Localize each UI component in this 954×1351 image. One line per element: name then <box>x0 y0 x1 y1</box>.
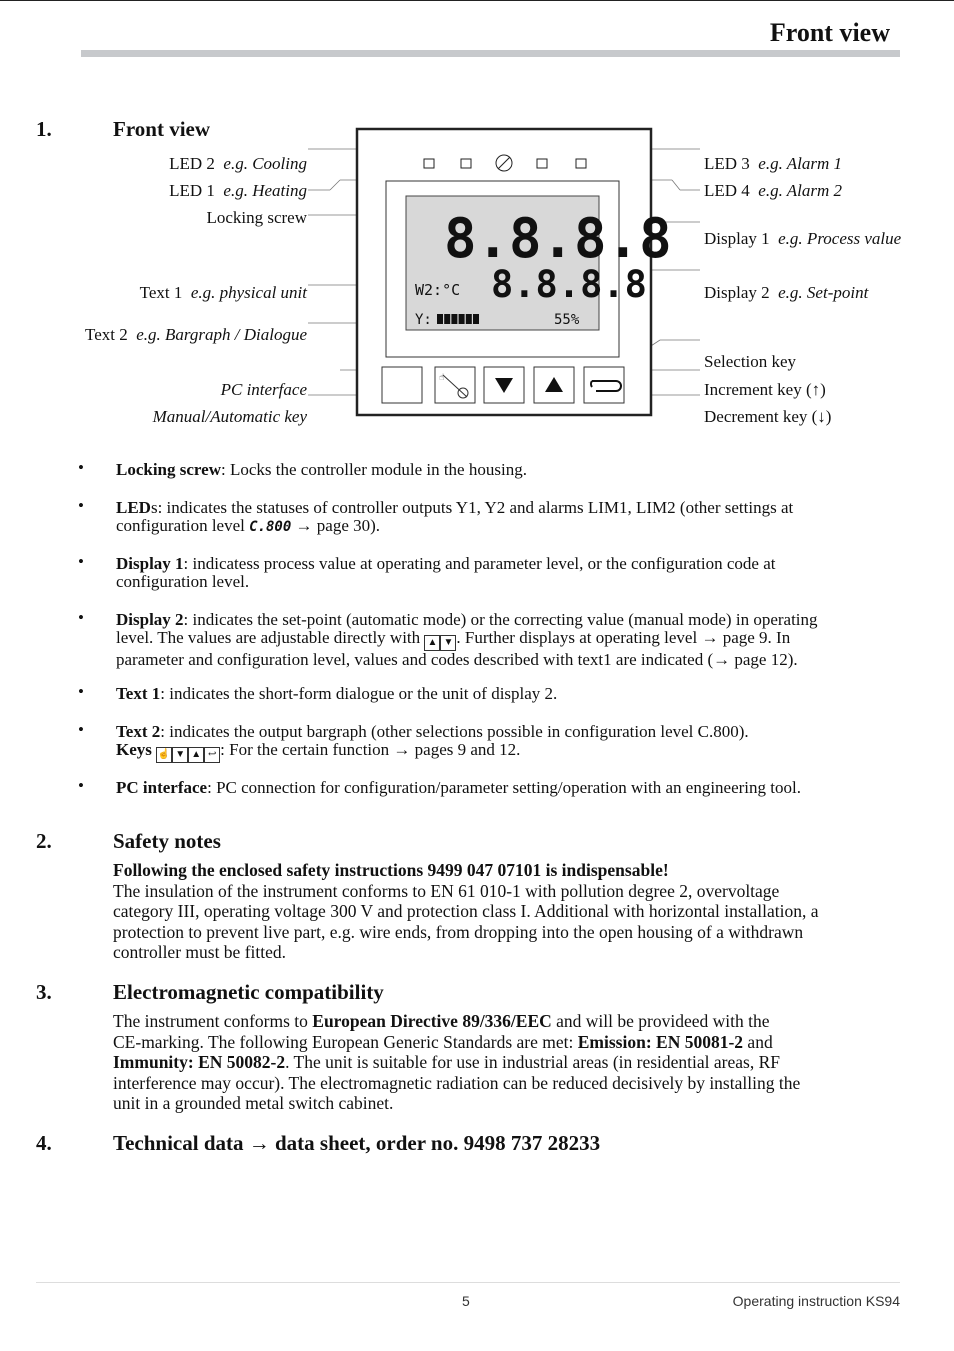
footer-doc-title: Operating instruction KS94 <box>732 1293 900 1309</box>
label-display2: Display 2 e.g. Set-point <box>704 283 869 302</box>
down-key-icon: ▼ <box>172 747 188 763</box>
text-2-prefix: Y: <box>415 312 432 328</box>
header-bar <box>81 50 900 57</box>
section-2-body: Following the enclosed safety instructions 9499 047 07101 is indispensable! The insulation of the instrument conforms to EN 61 010-1 with pollution degree 2, overvoltage category III, operating voltage 300 V and protection class I. Additional with horizontal installation, a protection to prevent live part, e.g. wire ends, from dropping into the open housing of a withdrawn controller must be fitted. <box>113 860 819 962</box>
bargraph-segment <box>473 314 479 324</box>
bullet-leds: LEDs: indicates the statuses of controller outputs Y1, Y2 and alarms LIM1, LIM2 (other settings at configuration level C.800 → page 30). <box>116 498 794 535</box>
bargraph-segment <box>437 314 443 324</box>
page-header-title: Front view <box>769 18 890 47</box>
section-2-title: Safety notes <box>113 829 221 853</box>
pc-interface-port <box>382 367 422 403</box>
display-1: 8.8.8.8 <box>444 207 672 270</box>
section-1-title: Front view <box>113 117 211 141</box>
led-2 <box>461 159 471 168</box>
label-pc-interface: PC interface <box>220 380 307 399</box>
label-locking-screw: Locking screw <box>206 208 307 227</box>
display-2: 8.8.8.8 <box>491 263 647 306</box>
section-1-number: 1. <box>36 117 52 141</box>
bargraph-segment <box>459 314 465 324</box>
bargraph-segment <box>466 314 472 324</box>
label-led3: LED 3 e.g. Alarm 1 <box>704 154 843 173</box>
section-3-body: The instrument conforms to European Directive 89/336/EEC and will be provideed with the CE-marking. The following European Generic Standards are met: Emission: EN 50081-2 and Immunity: EN 50082-2. The unit is suitable for use in industrial areas (in residential areas, RF interference may occur). The electromagnetic radiation can be reduced decisively by installing the unit in a grounded metal switch cabinet. <box>113 1011 801 1113</box>
bullet-text2: Text 2: indicates the output bargraph (other selections possible in configuration level C.800). Keys ☝ ▼ ▲ ↩ : For the certain function → pages 9 and 12. <box>116 723 906 763</box>
bargraph-value: 55% <box>554 312 580 328</box>
label-selection-key: Selection key <box>704 352 797 371</box>
top-rule <box>0 0 954 1</box>
up-key-icon: ▲ <box>424 635 440 651</box>
label-text2: Text 2 e.g. Bargraph / Dialogue <box>85 325 307 344</box>
label-led4: LED 4 e.g. Alarm 2 <box>704 181 843 200</box>
page-number: 5 <box>462 1293 470 1309</box>
label-decrement-key: Decrement key (↓) <box>704 407 832 426</box>
section-3-title: Electromagnetic compatibility <box>113 980 384 1004</box>
down-key-icon: ▼ <box>440 635 456 651</box>
text-1-readout: W2:°C <box>415 281 461 299</box>
led-4 <box>576 159 586 168</box>
bullet-display1: Display 1: indicatess process value at operating and parameter level, or the configuration code at configuration level. <box>116 554 776 591</box>
section-2-number: 2. <box>36 829 52 853</box>
label-text1: Text 1 e.g. physical unit <box>139 283 307 302</box>
label-manual-key: Manual/Automatic key <box>152 407 307 426</box>
enter-key-icon: ↩ <box>204 747 220 763</box>
label-display1: Display 1 e.g. Process value <box>704 229 902 248</box>
bargraph-segment <box>444 314 450 324</box>
bullet-display2: Display 2: indicates the set-point (automatic mode) or the correcting value (manual mode) in operating level. The values are adjustable directly with ▲ ▼ . Further displays at operating level → page 9. In parameter and configuration level, values and codes described with text1 are indicated (→ page 12). <box>116 610 818 669</box>
led-3 <box>537 159 547 168</box>
footer-rule <box>36 1282 900 1283</box>
section-3-number: 3. <box>36 980 52 1004</box>
up-key-icon: ▲ <box>188 747 204 763</box>
section-4-number: 4. <box>36 1131 52 1155</box>
bullet-locking-screw: Locking screw: Locks the controller module in the housing. <box>116 460 527 479</box>
section-4-title: Technical data → data sheet, order no. 9498 737 28233 <box>113 1131 601 1155</box>
label-increment-key: Increment key (↑) <box>704 380 826 399</box>
bargraph-segment <box>451 314 457 324</box>
label-led1: LED 1 e.g. Heating <box>169 181 307 200</box>
bullet-pc-interface: PC interface: PC connection for configuration/parameter setting/operation with an engineering tool. <box>116 778 801 797</box>
hand-key-icon: ☝ <box>156 747 172 763</box>
controller-front-diagram <box>300 125 710 425</box>
led-1 <box>424 159 434 168</box>
label-led2: LED 2 e.g. Cooling <box>169 154 307 173</box>
svg-text:☝: ☝ <box>439 373 445 383</box>
bullet-text1: Text 1: indicates the short-form dialogue or the unit of display 2. <box>116 684 558 703</box>
